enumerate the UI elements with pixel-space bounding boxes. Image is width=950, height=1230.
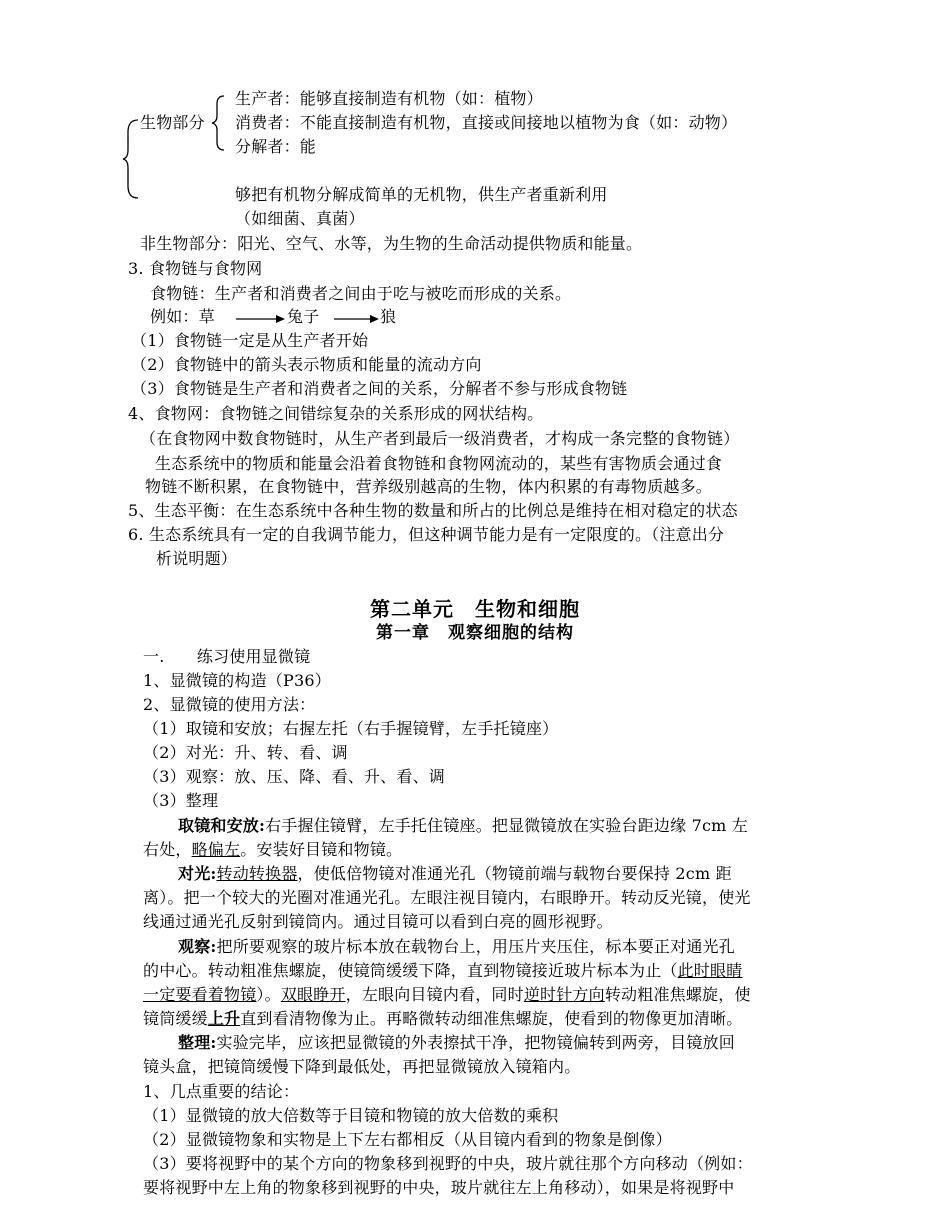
conclusion-1: （1）显微镜的放大倍数等于目镜和物镜的放大倍数的乘积 bbox=[143, 1106, 559, 1125]
foodweb-line: 4、食物网：食物链之间错综复杂的关系形成的网状结构。 bbox=[128, 404, 544, 423]
observe-paragraph-line-2 bbox=[143, 960, 742, 982]
observe-text-f: 直到看清物像为止。再略微转动细准焦螺旋，使看到的物像更加清晰。 bbox=[240, 1009, 743, 1028]
observe-text-e: 镜筒缓缓 bbox=[143, 1009, 208, 1028]
accumulation-line-2: 物链不断积累，在食物链中，营养级别越高的生物，体内积累的有毒物质越多。 bbox=[145, 477, 713, 496]
observe-paragraph-line-1 bbox=[178, 936, 735, 958]
observe-paragraph-line-4 bbox=[143, 1008, 742, 1030]
observe-underline-1: 此时眼睛 bbox=[677, 961, 743, 980]
conclusions-heading: 1、几点重要的结论： bbox=[143, 1082, 300, 1101]
chapter-title: 第一章 观察细胞的结构 bbox=[376, 623, 574, 643]
decomposer-line-c: （如细菌、真菌） bbox=[235, 209, 365, 228]
section-heading: 一. 练习使用显微镜 bbox=[143, 647, 311, 666]
consumer-line: 消费者：不能直接制造有机物，直接或间接地以植物为食（如：动物） bbox=[235, 113, 738, 132]
conclusion-3: （3）要将视野中的某个方向的物象移到视野的中央，玻片就往那个方向移动（例如： bbox=[143, 1154, 753, 1173]
take-text: 右手握住镜臂，左手托住镜座。把显微镜放在实验台距边缘 7cm 左 bbox=[265, 816, 748, 835]
step-1-line: （1）取镜和安放；右握左托（右手握镜臂，左手托镜座） bbox=[143, 719, 559, 738]
take-paragraph-line-1 bbox=[178, 815, 748, 837]
foodchain-point-2: （2）食物链中的箭头表示物质和能量的流动方向 bbox=[131, 355, 482, 374]
producer-line: 生产者：能够直接制造有机物（如：植物） bbox=[235, 89, 543, 108]
foodchain-example-wolf: 狼 bbox=[380, 307, 397, 326]
observe-underline-4: 逆时针方向 bbox=[523, 985, 605, 1004]
step-3-line: （3）观察：放、压、降、看、升、看、调 bbox=[143, 767, 445, 786]
conclusion-2: （2）显微镜物象和实物是上下左右都相反（从目镜内看到的物象是倒像） bbox=[143, 1130, 672, 1149]
foodweb-note: （在食物网中数食物链时，从生产者到最后一级消费者，才构成一条完整的食物链） bbox=[140, 429, 740, 448]
step-2-line: （2）对光：升、转、看、调 bbox=[143, 743, 348, 762]
unit-title: 第二单元 生物和细胞 bbox=[370, 597, 580, 621]
foodchain-heading: 3. 食物链与食物网 bbox=[128, 259, 263, 278]
nonbio-line: 非生物部分：阳光、空气、水等，为生物的生命活动提供物质和能量。 bbox=[140, 234, 643, 253]
tidy-label: 整理: bbox=[178, 1033, 217, 1052]
foodchain-definition: 食物链：生产者和消费者之间由于吃与被吃而形成的关系。 bbox=[150, 284, 572, 303]
take-label: 取镜和安放: bbox=[178, 816, 266, 835]
regulation-line-1: 6. 生态系统具有一定的自我调节能力，但这种调节能力是有一定限度的。（注意出分 bbox=[128, 525, 725, 544]
arrow-right-icon bbox=[334, 313, 380, 325]
tidy-paragraph-line-2: 镜头盒，把镜筒缓慢下降到最低处，再把显微镜放入镜箱内。 bbox=[143, 1057, 581, 1076]
take-paragraph-line-2 bbox=[143, 839, 402, 861]
light-label: 对光: bbox=[178, 864, 217, 883]
bio-part-label: 生物部分 bbox=[140, 113, 205, 132]
observe-underline-5: 上升 bbox=[207, 1009, 241, 1028]
observe-text: 把所要观察的玻片标本放在载物台上，用压片夹压住，标本要正对通光孔 bbox=[216, 937, 735, 956]
light-text: ，使低倍物镜对准通光孔（物镜前端与载物台要保持 2cm 距 bbox=[297, 864, 732, 883]
light-paragraph-line-2: 离）。把一个较大的光圈对准通光孔。左眼注视目镜内，右眼睁开。转动反光镜，使光 bbox=[143, 888, 751, 907]
step-4-line: （3）整理 bbox=[143, 791, 219, 810]
observe-paragraph-line-3 bbox=[143, 984, 751, 1006]
observe-text-a: 的中心。转动粗准焦螺旋，使镜筒缓缓下降，直到物镜接近玻片标本为止（ bbox=[143, 961, 678, 980]
balance-line: 5、生态平衡：在生态系统中各种生物的数量和所占的比例总是维持在相对稳定的状态 bbox=[128, 501, 738, 520]
observe-underline-2: 一定要看着物镜 bbox=[143, 985, 257, 1004]
foodchain-point-3: （3）食物链是生产者和消费者之间的关系，分解者不参与形成食物链 bbox=[131, 379, 628, 398]
micro-usage-line: 2、显微镜的使用方法： bbox=[143, 695, 316, 714]
accumulation-line-1: 生态系统中的物质和能量会沿着食物链和食物网流动的，某些有害物质会通过食 bbox=[155, 454, 723, 473]
decomposer-line-a: 分解者：能 bbox=[235, 137, 317, 156]
micro-structure-line: 1、显微镜的构造（P36） bbox=[143, 671, 331, 690]
inner-brace-icon bbox=[210, 94, 226, 152]
foodchain-example-prefix: 例如：草 bbox=[150, 307, 215, 326]
take-underline: 略偏左 bbox=[191, 840, 241, 859]
observe-text-c: ，左眼向目镜内看，同时 bbox=[345, 985, 524, 1004]
foodchain-example-rabbit: 兔子 bbox=[287, 307, 320, 326]
outer-brace-icon bbox=[122, 118, 140, 200]
tidy-paragraph-line-1 bbox=[178, 1032, 735, 1054]
observe-text-d: 转动粗准焦螺旋，使 bbox=[604, 985, 751, 1004]
tidy-text: 实验完毕，应该把显微镜的外表擦拭干净，把物镜偏转到两旁，目镜放回 bbox=[216, 1033, 735, 1052]
conclusion-4: 要将视野中左上角的物象移到视野的中央，玻片就往左上角移动），如果是将视野中 bbox=[143, 1178, 735, 1197]
regulation-line-2: 析说明题） bbox=[156, 549, 238, 568]
take-text-b: 。安装好目镜和物镜。 bbox=[240, 840, 403, 859]
light-paragraph-line-1 bbox=[178, 863, 732, 885]
observe-underline-3: 双眼睁开 bbox=[280, 985, 346, 1004]
take-text-a: 右处， bbox=[143, 840, 192, 859]
decomposer-line-b: 够把有机物分解成简单的无机物，供生产者重新利用 bbox=[235, 185, 608, 204]
observe-text-b: ）。 bbox=[256, 985, 281, 1004]
light-underline: 转动转换器 bbox=[216, 864, 298, 883]
arrow-right-icon bbox=[236, 313, 286, 325]
observe-label: 观察: bbox=[178, 937, 217, 956]
foodchain-point-1: （1）食物链一定是从生产者开始 bbox=[131, 331, 369, 350]
light-paragraph-line-3: 线通过通光孔反射到镜筒内。通过目镜可以看到白亮的圆形视野。 bbox=[143, 912, 613, 931]
